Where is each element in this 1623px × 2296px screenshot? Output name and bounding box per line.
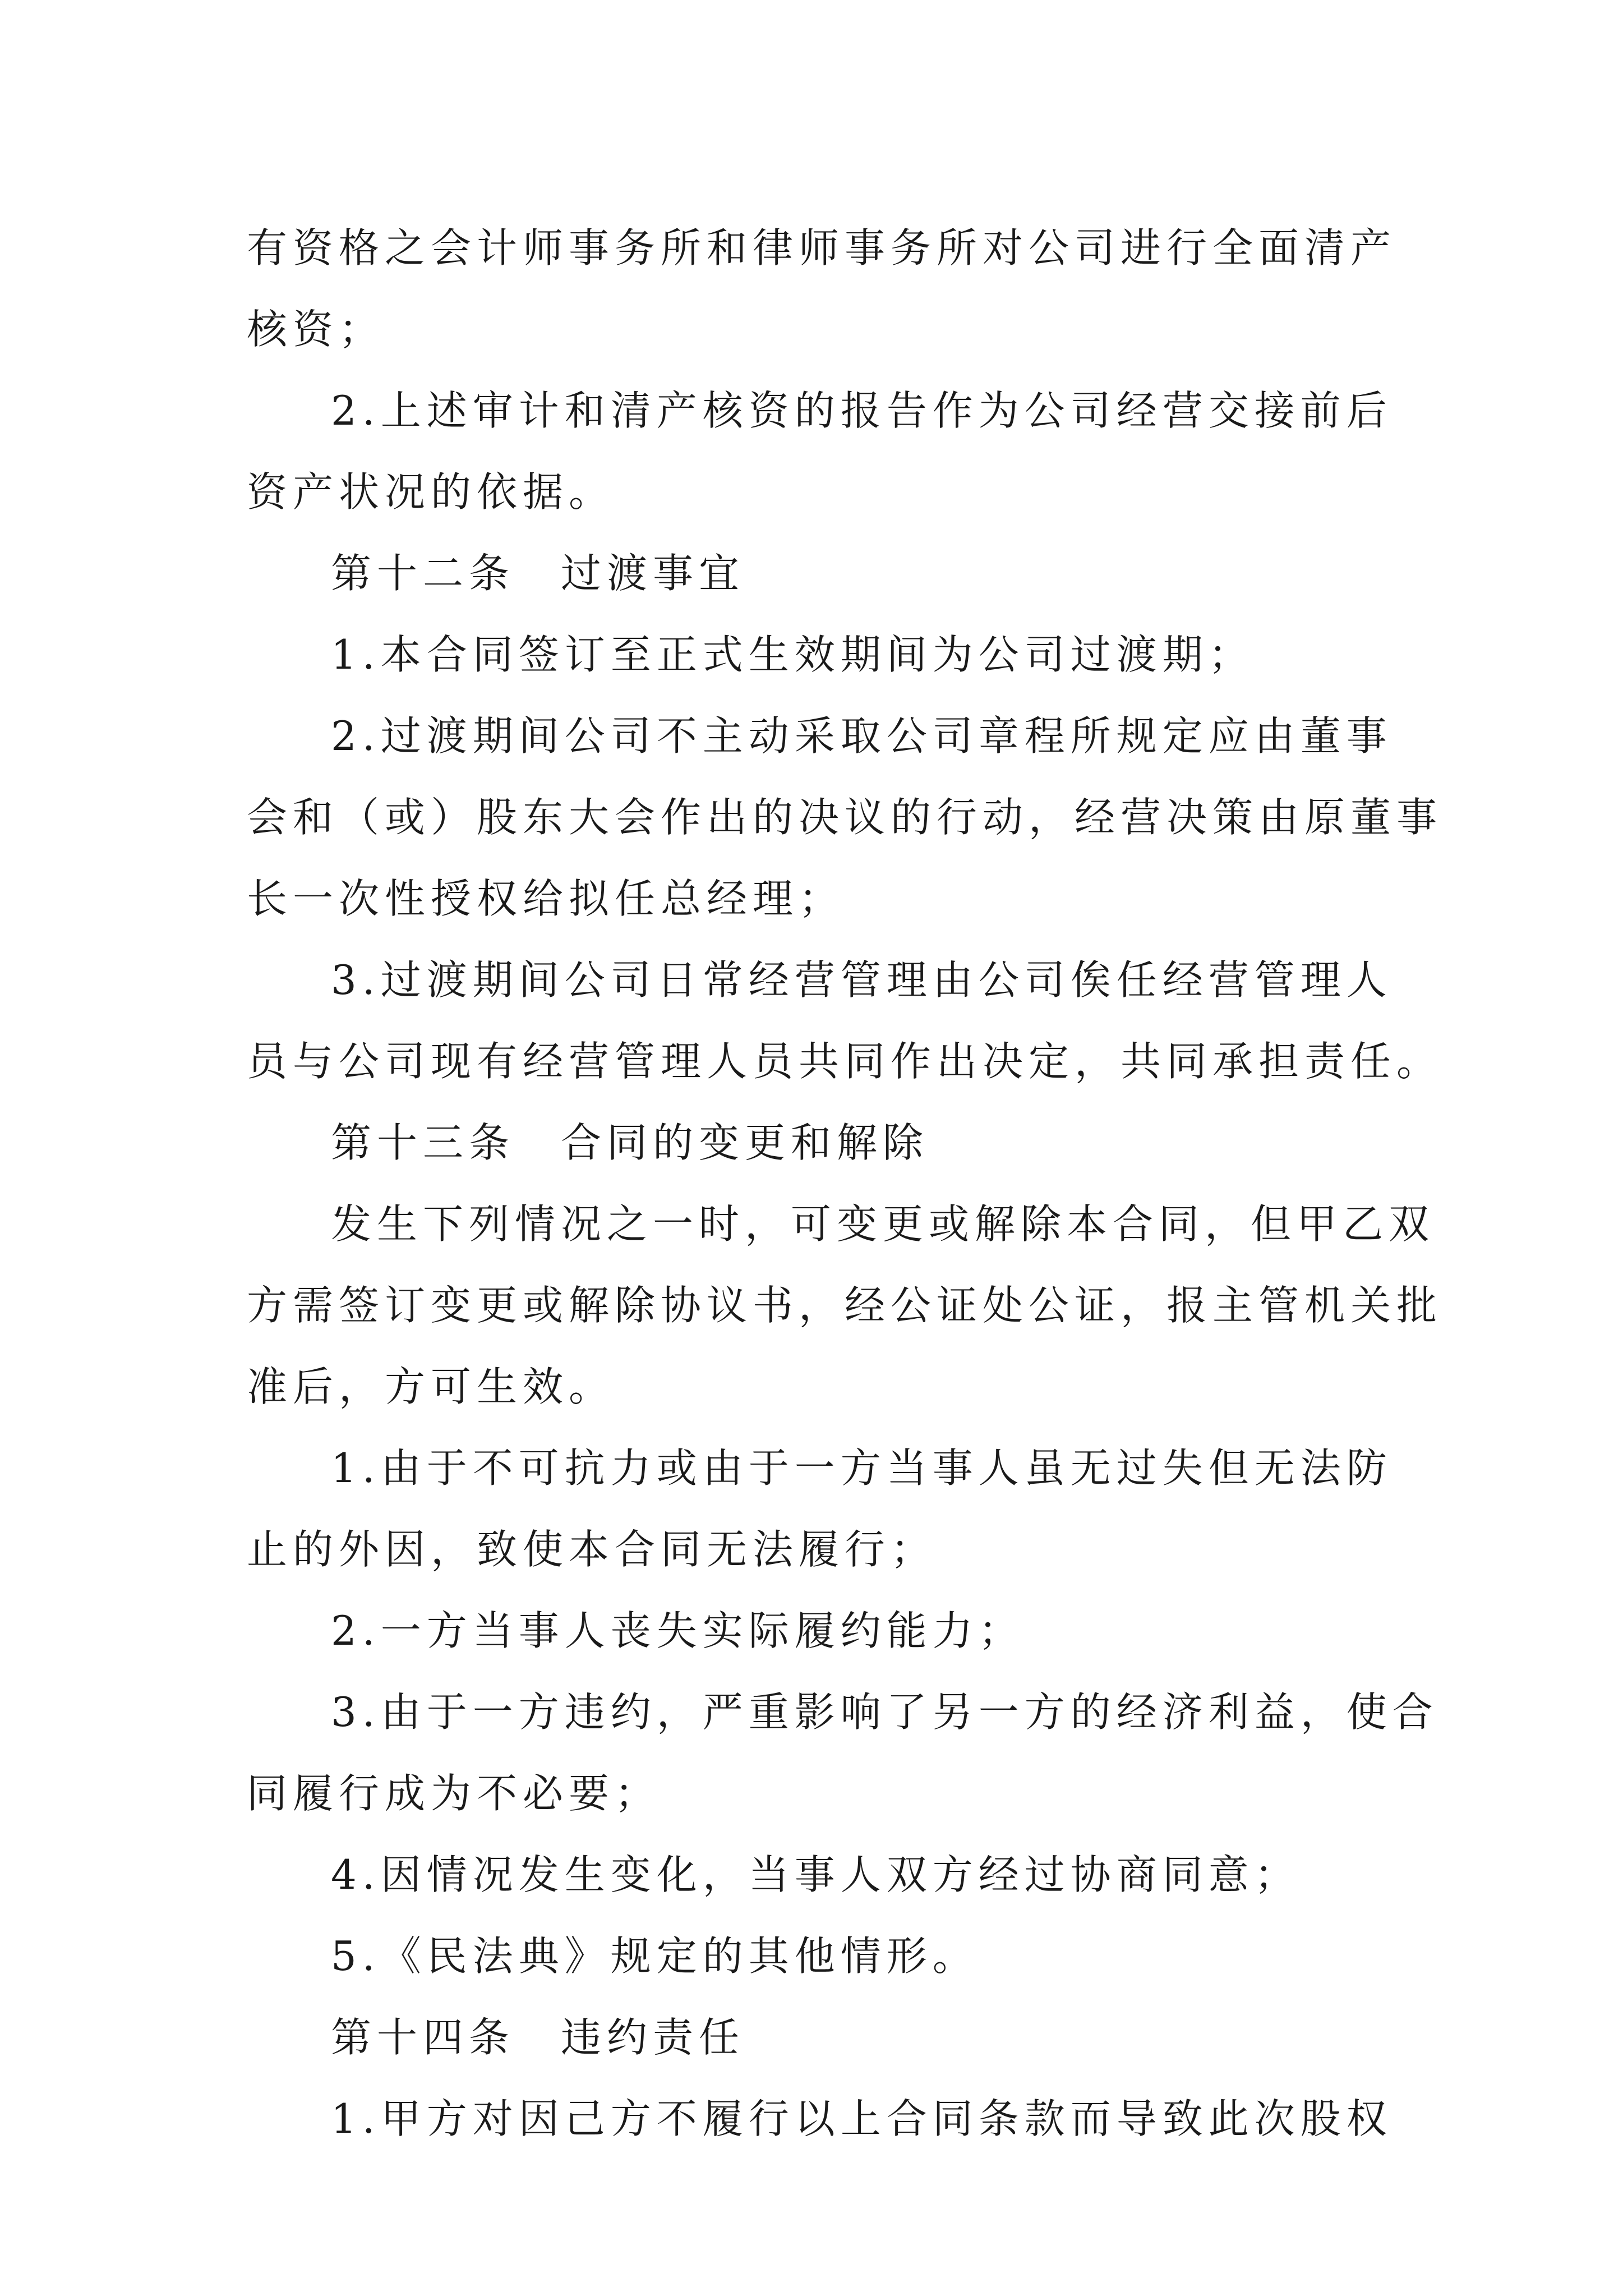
text-line: 3.过渡期间公司日常经营管理由公司俟任经营管理人 [331,956,1393,1004]
article-heading: 第十三条 合同的变更和解除 [331,1119,929,1166]
text-line: 员与公司现有经营管理人员共同作出决定，共同承担责任。 [247,1038,1443,1085]
contract-text [247,208,1443,2160]
article-heading: 第十二条 过渡事宜 [331,550,745,597]
text-line: 核资； [247,306,385,353]
text-line: 2.上述审计和清产核资的报告作为公司经营交接前后 [331,387,1393,434]
article-heading: 第十四条 违约责任 [331,2014,745,2061]
text-line: 1.由于不可抗力或由于一方当事人虽无过失但无法防 [331,1444,1393,1492]
text-line: 有资格之会计师事务所和律师事务所对公司进行全面清产 [247,224,1397,272]
text-line: 2.过渡期间公司不主动采取公司章程所规定应由董事 [331,712,1393,760]
text-line: 方需签订变更或解除协议书，经公证处公证，报主管机关批 [247,1282,1443,1329]
text-line: 4.因情况发生变化，当事人双方经过协商同意； [331,1851,1301,1898]
text-line: 3.由于一方违约，严重影响了另一方的经济利益，使合 [331,1688,1438,1736]
text-line: 1.甲方对因己方不履行以上合同条款而导致此次股权 [331,2095,1393,2142]
text-line: 止的外因，致使本合同无法履行； [247,1526,937,1573]
text-line: 长一次性授权给拟任总经理； [247,875,845,922]
text-line: 2.一方当事人丧失实际履约能力； [331,1607,1025,1654]
text-line: 发生下列情况之一时，可变更或解除本合同，但甲乙双 [331,1200,1435,1248]
text-line: 同履行成为不必要； [247,1770,661,1817]
text-line: 资产状况的依据。 [247,468,615,516]
text-line: 会和（或）股东大会作出的决议的行动，经营决策由原董事 [247,794,1443,841]
text-line: 准后，方可生效。 [247,1363,615,1410]
text-line: 1.本合同签订至正式生效期间为公司过渡期； [331,631,1255,678]
text-line: 5.《民法典》规定的其他情形。 [331,1932,979,1980]
